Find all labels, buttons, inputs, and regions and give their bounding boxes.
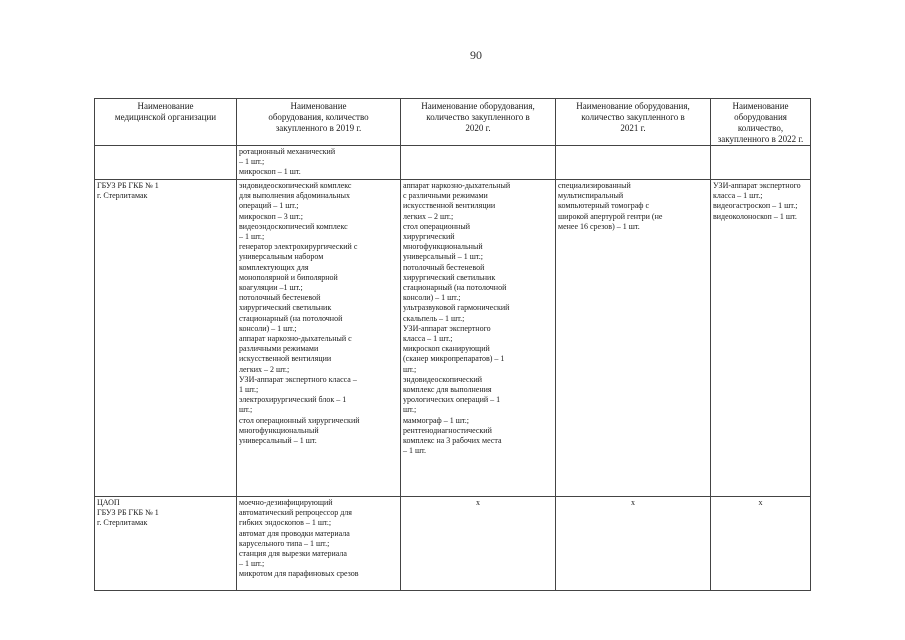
cell-equipment-2021	[556, 146, 711, 180]
cell-equipment-2021: x	[556, 497, 711, 591]
cell-equipment-2020	[401, 146, 556, 180]
cell-equipment-2019: моечно-дезинфицирующий автоматический репроцессор для гибких эндоскопов – 1 шт.; автомат для проводки материала карусельного типа – 1 шт.; станция для вырезки материала – 1 шт.; микротом для парафиновых срезов	[237, 497, 401, 591]
table-row	[95, 146, 811, 180]
table-row	[95, 180, 811, 497]
cell-equipment-2021: специализированный мультиспиральный компьютерный томограф с широкой апертурой гентри (не менее 16 срезов) – 1 шт.	[556, 180, 711, 497]
cell-organization	[95, 146, 237, 180]
cell-equipment-2019: эндовидеоскопический комплекс для выполнения абдоминальных операций – 1 шт.; микроскоп – 3 шт.; видеоэндоскопичесий комплекс – 1 шт.; генератор электрохирургический с универсальным набором комплектующих для монополярной и биполярной коагуляции –1 шт.; потолочный бестеневой хирургический светильник стационарный (на потолочной консоли) – 1 шт.; аппарат наркозно-дыхательный с различными режимами искусственной вентиляции легких – 2 шт.; УЗИ-аппарат экспертного класса – 1 шт.; электрохирургический блок – 1 шт.; стол операционный хирургический многофункциональный универсальный – 1 шт.	[237, 180, 401, 497]
cell-equipment-2020: x	[401, 497, 556, 591]
cell-equipment-2019: ротационный механический – 1 шт.; микроскоп – 1 шт.	[237, 146, 401, 180]
header-equipment-2020: Наименование оборудования, количество закупленного в 2020 г.	[401, 99, 556, 146]
table-header-row	[95, 99, 811, 146]
header-equipment-2022: Наименование оборудования количество, закупленного в 2022 г.	[711, 99, 811, 146]
cell-organization: ЦАОП ГБУЗ РБ ГКБ № 1 г. Стерлитамак	[95, 497, 237, 591]
header-equipment-2019: Наименование оборудования, количество закупленного в 2019 г.	[237, 99, 401, 146]
page-number: 90	[470, 48, 482, 62]
cell-equipment-2022: УЗИ-аппарат экспертного класса – 1 шт.; видеогастроскоп – 1 шт.; видеоколоноскоп – 1 шт.	[711, 180, 811, 497]
equipment-table	[94, 98, 811, 591]
cell-equipment-2022	[711, 146, 811, 180]
header-organization: Наименование медицинской организации	[95, 99, 237, 146]
cell-equipment-2020: аппарат наркозно-дыхательный с различными режимами искусственной вентиляции легких – 2 шт.; стол операционный хирургический многофункциональный универсальный – 1 шт.; потолочный бестеневой хирургический светильник стационарный (на потолочной консоли) – 1 шт.; ультразвуковой гармонический скальпель – 1 шт.; УЗИ-аппарат экспертного класса – 1 шт.; микроскоп сканирующий (сканер микропрепаратов) – 1 шт.; эндовидеоскопический комплекс для выполнения урологических операций – 1 шт.; маммограф – 1 шт.; рентгенодиагностический комплекс на 3 рабочих места – 1 шт.	[401, 180, 556, 497]
table-row	[95, 497, 811, 591]
header-equipment-2021: Наименование оборудования, количество закупленного в 2021 г.	[556, 99, 711, 146]
cell-equipment-2022: x	[711, 497, 811, 591]
cell-organization: ГБУЗ РБ ГКБ № 1 г. Стерлитамак	[95, 180, 237, 497]
